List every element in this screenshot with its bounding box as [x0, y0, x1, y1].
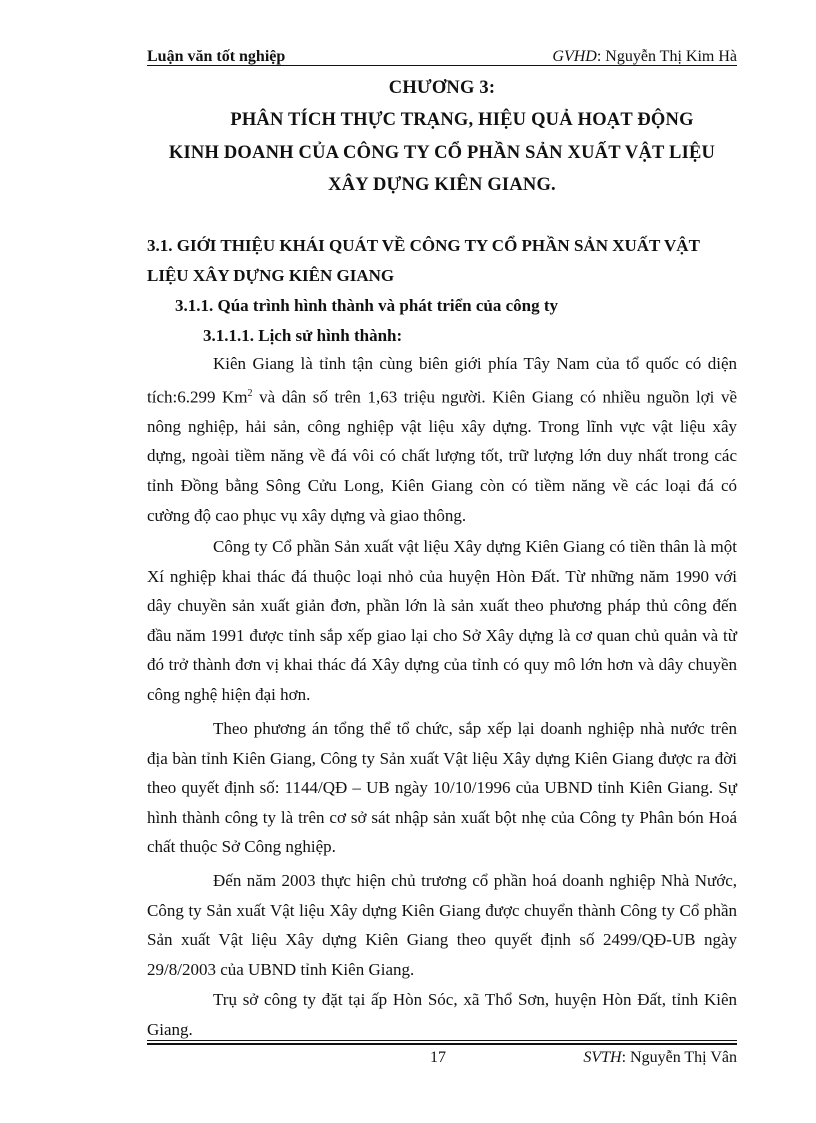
paragraph-4-text: Đến năm 2003 thực hiện chủ trương cổ phần hoá doanh nghiệp Nhà Nước, Công ty Sản xuất Vật liệu Xây dựng Kiên Giang được chuyển thành Công ty Cổ phần Sản xuất Vật liệu Xây dựng Kiên Giang theo quyết định số 2499/QĐ-UB ngày 29/8/2003 của UBND tỉnh Kiên Giang.	[147, 871, 737, 979]
footer-student	[583, 1049, 737, 1067]
chapter-title-line1: PHÂN TÍCH THỰC TRẠNG, HIỆU QUẢ HOẠT ĐỘNG	[230, 110, 694, 130]
header-thesis-label: Luận văn tốt nghiệp	[147, 48, 286, 65]
section-heading-3-1-line2: LIỆU XÂY DỰNG KIÊN GIANG	[147, 266, 395, 285]
paragraph-4	[147, 866, 737, 984]
chapter-title-line2: KINH DOANH CỦA CÔNG TY CỔ PHẦN SẢN XUẤT VẬT LIỆU	[168, 143, 716, 163]
section-heading-3-1-1: 3.1.1. Qúa trình hình thành và phát triển của công ty	[175, 296, 559, 315]
footer-student-name: : Nguyễn Thị Vân	[621, 1049, 737, 1066]
footer-rule-thick	[147, 1043, 737, 1045]
footer-rule-thin	[147, 1040, 737, 1041]
header-advisor-prefix: GVHD	[552, 48, 597, 65]
header-advisor	[552, 48, 737, 66]
paragraph-1-part-a: Kiên Giang là tỉnh tận cùng biên giới phía Tây Nam của tổ quốc có diện tích:6.299 Km	[147, 354, 737, 407]
paragraph-2-text: Công ty Cổ phần Sản xuất vật liệu Xây dựng Kiên Giang có tiền thân là một Xí nghiệp khai thác đá thuộc loại nhỏ của huyện Hòn Đất. Từ những năm 1990 với dây chuyền sản xuất giản đơn, phần lớn là sản xuất theo phương pháp thủ công đến đầu năm 1991 được tỉnh sắp xếp giao lại cho Sở Xây dựng là cơ quan chủ quản và từ đó trở thành đơn vị khai thác đá Xây dựng của tỉnh có quy mô lớn hơn và dây chuyền công nghệ hiện đại hơn.	[147, 537, 737, 704]
footer-student-prefix: SVTH	[583, 1049, 622, 1066]
paragraph-1-superscript: 2	[247, 387, 253, 399]
header-advisor-name: : Nguyễn Thị Kim Hà	[596, 48, 737, 65]
page-footer	[147, 1049, 737, 1071]
paragraph-3	[147, 714, 737, 862]
chapter-title-line3: XÂY DỰNG KIÊN GIANG.	[328, 175, 556, 195]
paragraph-1-part-b: và dân số trên 1,63 triệu người. Kiên Giang có nhiều nguồn lợi về nông nghiệp, hải sản, công nghiệp vật liệu xây dựng. Trong lĩnh vực vật liệu xây dựng, ngoài tiềm năng về đá vôi có chất lượng tốt, trữ lượng lớn duy nhất trong các tỉnh Đồng bằng Sông Cửu Long, Kiên Giang còn có tiềm năng về các loại đá có cường độ cao phục vụ xây dựng và giao thông.	[147, 387, 737, 525]
paragraph-5	[147, 985, 737, 1044]
header-rule	[147, 65, 737, 66]
chapter-number: CHƯƠNG 3:	[388, 78, 496, 98]
section-heading-3-1-1-1: 3.1.1.1. Lịch sử hình thành:	[203, 326, 403, 345]
paragraph-5-text: Trụ sở công ty đặt tại ấp Hòn Sóc, xã Thổ Sơn, huyện Hòn Đất, tỉnh Kiên Giang.	[147, 990, 737, 1039]
section-heading-3-1-line1: 3.1. GIỚI THIỆU KHÁI QUÁT VỀ CÔNG TY CỔ PHẦN SẢN XUẤT VẬT	[147, 236, 700, 255]
paragraph-3-text: Theo phương án tổng thể tổ chức, sắp xếp lại doanh nghiệp nhà nước trên địa bàn tỉnh Kiên Giang, Công ty Sản xuất Vật liệu Xây dựng Kiên Giang được ra đời theo quyết định số: 1144/QĐ – UB ngày 10/10/1996 của UBND tỉnh Kiên Giang. Sự hình thành công ty là trên cơ sở sát nhập sản xuất bột nhẹ của Công ty Phân bón Hoá chất thuộc Sở Công nghiệp.	[147, 719, 737, 857]
page-number: 17	[430, 1049, 446, 1066]
paragraph-1	[147, 349, 737, 530]
paragraph-2	[147, 532, 737, 710]
